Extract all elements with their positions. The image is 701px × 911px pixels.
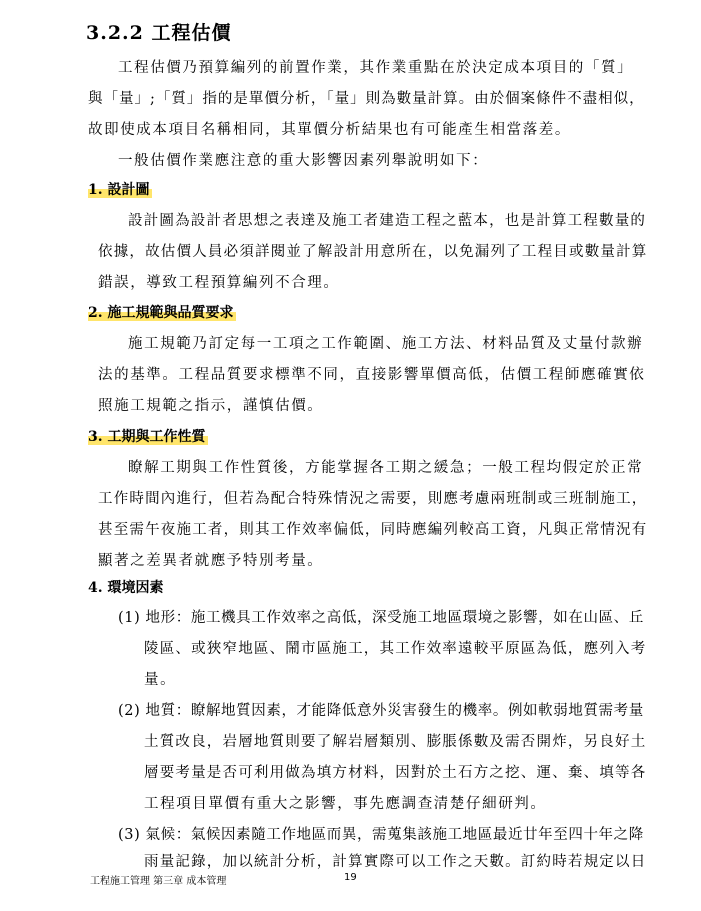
list-item-line: 工程項目單價有重大之影響，事先應調查清楚仔細研判。 (144, 796, 547, 812)
list-item-line: 量。 (144, 672, 177, 688)
paragraph-line: 甚至需午夜施工者，則其工作效率偏低，同時應編列較高工資，凡與正常情況有 (98, 522, 648, 538)
footer-chapter-label: 工程施工管理 第三章 成本管理 (90, 876, 227, 887)
list-item-line: (1) 地形：施工機具工作效率之高低，深受施工地區環境之影響，如在山區、丘 (118, 610, 644, 626)
list-item-line: (3) 氣候：氣候因素隨工作地區而異，需蒐集該施工地區最近廿年至四十年之降 (118, 827, 644, 843)
paragraph-line: 瞭解工期與工作性質後，方能掌握各工期之緩急；一般工程均假定於正常 (128, 460, 644, 476)
paragraph-line: 工作時間內進行，但若為配合特殊情況之需要，則應考慮兩班制或三班制施工， (98, 491, 648, 507)
list-item-line: (2) 地質：瞭解地質因素，才能降低意外災害發生的機率。例如軟弱地質需考量 (118, 703, 644, 719)
paragraph-line: 錯誤，導致工程預算編列不合理。 (98, 275, 340, 291)
list-item-line: 陵區、或狹窄地區、鬧市區施工，其工作效率遠較平原區為低，應列入考 (144, 641, 647, 657)
subsection-title-environment: 4. 環境因素 (88, 580, 164, 596)
paragraph-line: 法的基準。工程品質要求標準不同，直接影響單價高低，估價工程師應確實依 (98, 367, 646, 383)
intro-line: 工程估價乃預算編列的前置作業，其作業重點在於決定成本項目的「質」 (118, 60, 634, 76)
list-item-line: 雨量記錄，加以統計分析，計算實際可以工作之天數。訂約時若規定以日 (144, 854, 647, 870)
paragraph-line: 施工規範乃訂定每一工項之工作範圍、施工方法、材料品質及丈量付款辦 (128, 336, 644, 352)
paragraph-line: 設計圖為設計者思想之表達及施工者建造工程之藍本，也是計算工程數量的 (128, 213, 647, 229)
intro-line: 與「量」;「質」指的是單價分析，「量」則為數量計算。由於個案條件不盡相似， (88, 91, 645, 107)
list-item-line: 層要考量是否可利用做為填方材料，因對於土石方之挖、運、棄、填等各 (144, 765, 647, 781)
paragraph-line: 照施工規範之指示，謹慎估價。 (98, 398, 324, 414)
paragraph-line: 依據，故估價人員必須詳閱並了解設計用意所在，以免漏列了工程目或數量計算 (98, 244, 648, 260)
subsection-title-schedule: 3. 工期與工作性質 (88, 429, 206, 445)
list-item-line: 土質改良，岩層地質則要了解岩層類別、膨脹係數及需否開炸，另良好土 (144, 734, 647, 750)
subsection-title-specification: 2. 施工規範與品質要求 (88, 305, 234, 321)
footer-page-number: 19 (344, 872, 357, 883)
intro-line: 故即使成本項目名稱相同，其單價分析結果也有可能產生相當落差。 (88, 122, 571, 138)
intro-line: 一般估價作業應注意的重大影響因素列舉說明如下： (118, 153, 489, 169)
subsection-title-design: 1. 設計圖 (88, 182, 150, 198)
section-heading: 3.2.2 工程估價 (86, 22, 232, 44)
paragraph-line: 顯著之差異者就應予特別考量。 (98, 553, 324, 569)
